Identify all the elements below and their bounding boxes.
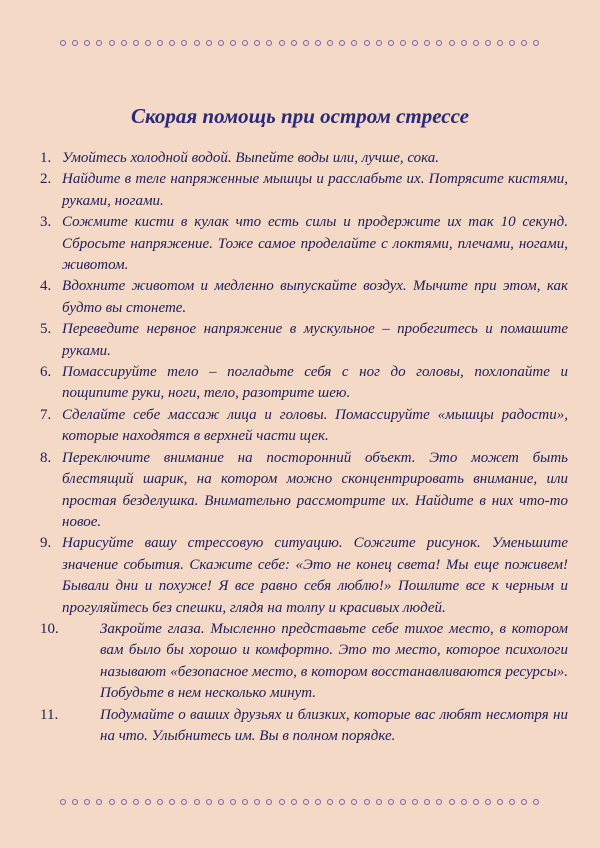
ornament-ring xyxy=(206,799,212,805)
item-text: Подумайте о ваших друзьях и близких, которые вас любят несмотря ни на что. Улыбнитесь им. Вы в полном порядке. xyxy=(100,706,568,744)
ornament-ring xyxy=(497,799,503,805)
item-number: 3. xyxy=(40,214,52,231)
item-text: Закройте глаза. Мысленно представьте себе тихое место, в котором вам было бы хорошо и комфортно. Это то место, которое психологи называют «безопасное место, в котором восстанавливаются ресурсы». Побудьте в нем несколько минут. xyxy=(100,620,568,702)
list-item xyxy=(40,619,568,705)
ornament-ring xyxy=(509,799,515,805)
list-item xyxy=(40,448,568,534)
ornament-ring xyxy=(315,40,321,46)
ornament-ring xyxy=(509,40,515,46)
list-item xyxy=(40,405,568,448)
ornament-ring xyxy=(388,40,394,46)
ornament-ring xyxy=(351,799,357,805)
item-number: 1. xyxy=(40,150,52,166)
ornament-ring xyxy=(84,40,90,46)
ornament-ring xyxy=(485,799,491,805)
ornament-ring xyxy=(473,40,479,46)
ornament-ring xyxy=(230,40,236,46)
ornament-ring xyxy=(121,40,127,46)
ornament-ring xyxy=(72,40,78,46)
item-text: Сделайте себе массаж лица и головы. Помассируйте «мышцы радости», которые находятся в верхней части щек. xyxy=(62,406,568,445)
decorative-border-top xyxy=(60,36,540,50)
item-text: Вдохните животом и медленно выпускайте воздух. Мычите при этом, как будто вы стонете. xyxy=(62,278,568,316)
ornament-ring xyxy=(254,40,260,46)
ornament-ring xyxy=(133,40,139,46)
ornament-ring xyxy=(339,40,345,46)
ornament-ring xyxy=(206,40,212,46)
ornament-ring xyxy=(242,40,248,46)
list-item xyxy=(40,169,568,212)
ornament-ring xyxy=(72,799,78,805)
ornament-ring xyxy=(266,40,272,46)
ornament-ring xyxy=(291,40,297,46)
ornament-ring xyxy=(109,799,115,805)
ornament-ring xyxy=(303,40,309,46)
list-item xyxy=(40,362,568,405)
item-number: 2. xyxy=(40,171,52,188)
ornament-ring xyxy=(60,799,66,805)
item-text: Найдите в теле напряженные мышцы и расслабьте их. Потрясите кистями, руками, ногами. xyxy=(62,171,568,209)
item-text: Переведите нервное напряжение в мускульное – пробегитесь и помашите руками. xyxy=(62,321,568,359)
item-number: 11. xyxy=(40,706,59,723)
item-text: Переключите внимание на посторонний объект. Это может быть блестящий шарик, на котором можно сконцентрировать внимание, или простая безделушка. Внимательно рассмотрите их. Найдите в них что-то новое. xyxy=(62,449,568,530)
ornament-ring xyxy=(145,799,151,805)
ornament-ring xyxy=(339,799,345,805)
ornament-ring xyxy=(412,799,418,805)
item-text: Сожмите кисти в кулак что есть силы и продержите их так 10 секунд. Сбросьте напряжение. Тоже самое проделайте с локтями, плечами, ногами, животом. xyxy=(62,214,568,274)
ornament-ring xyxy=(327,799,333,805)
ornament-ring xyxy=(497,40,503,46)
ornament-ring xyxy=(291,799,297,805)
ornament-ring xyxy=(133,799,139,805)
item-text: Умойтесь холодной водой. Выпейте воды или, лучше, сока. xyxy=(62,150,440,166)
item-number: 7. xyxy=(40,406,52,423)
ornament-ring xyxy=(533,799,539,805)
ornament-ring xyxy=(279,799,285,805)
item-text: Помассируйте тело – погладьте себя с ног до головы, похлопайте и пощипите руки, ноги, тело, разотрите шею. xyxy=(62,364,568,402)
ornament-ring xyxy=(230,799,236,805)
ornament-ring xyxy=(96,40,102,46)
list-item xyxy=(40,212,568,276)
ornament-ring xyxy=(194,40,200,46)
ornament-ring xyxy=(254,799,260,805)
ornament-ring xyxy=(169,799,175,805)
ornament-ring xyxy=(242,799,248,805)
ornament-ring xyxy=(449,40,455,46)
ornament-ring xyxy=(169,40,175,46)
ornament-ring xyxy=(266,799,272,805)
item-number: 8. xyxy=(40,449,52,466)
ornament-ring xyxy=(461,40,467,46)
list-item xyxy=(40,276,568,319)
ornament-ring xyxy=(279,40,285,46)
tips-list xyxy=(40,148,568,747)
ornament-ring xyxy=(145,40,151,46)
ornament-ring xyxy=(364,40,370,46)
ornament-ring xyxy=(327,40,333,46)
item-number: 6. xyxy=(40,364,52,381)
ornament-ring xyxy=(388,799,394,805)
ornament-ring xyxy=(121,799,127,805)
ornament-ring xyxy=(364,799,370,805)
ornament-ring xyxy=(436,40,442,46)
ornament-ring xyxy=(400,40,406,46)
ornament-ring xyxy=(60,40,66,46)
decorative-border-bottom xyxy=(60,795,540,809)
ornament-ring xyxy=(218,40,224,46)
ornament-ring xyxy=(181,799,187,805)
ornament-ring xyxy=(533,40,539,46)
list-item xyxy=(40,319,568,362)
ornament-ring xyxy=(473,799,479,805)
ornament-ring xyxy=(157,40,163,46)
ornament-ring xyxy=(485,40,491,46)
item-number: 4. xyxy=(40,278,52,295)
ornament-ring xyxy=(424,799,430,805)
item-text: Нарисуйте вашу стрессовую ситуацию. Сожгите рисунок. Уменьшите значение события. Скажите себе: «Это не конец света! Мы еще поживем! Бывали дни и похуже! Я все равно себя люблю!» Пошлите все к черным и прогуляйтесь без спешки, глядя на толпу и красивых людей. xyxy=(62,535,568,616)
list-item xyxy=(40,148,568,169)
ornament-ring xyxy=(109,40,115,46)
ornament-ring xyxy=(351,40,357,46)
ornament-ring xyxy=(461,799,467,805)
page-title: Скорая помощь при остром стрессе xyxy=(130,104,469,128)
ornament-ring xyxy=(157,799,163,805)
ornament-ring xyxy=(376,799,382,805)
ornament-ring xyxy=(424,40,430,46)
ornament-ring xyxy=(96,799,102,805)
list-item xyxy=(40,533,568,619)
ornament-ring xyxy=(181,40,187,46)
list-item xyxy=(40,705,568,748)
item-number: 10. xyxy=(40,620,59,637)
ornament-ring xyxy=(412,40,418,46)
ornament-ring xyxy=(521,799,527,805)
item-number: 9. xyxy=(40,535,52,552)
ornament-ring xyxy=(400,799,406,805)
ornament-ring xyxy=(376,40,382,46)
ornament-ring xyxy=(218,799,224,805)
ornament-ring xyxy=(449,799,455,805)
ornament-ring xyxy=(84,799,90,805)
ornament-ring xyxy=(315,799,321,805)
ornament-ring xyxy=(521,40,527,46)
item-number: 5. xyxy=(40,321,52,338)
ornament-ring xyxy=(303,799,309,805)
ornament-ring xyxy=(194,799,200,805)
ornament-ring xyxy=(436,799,442,805)
